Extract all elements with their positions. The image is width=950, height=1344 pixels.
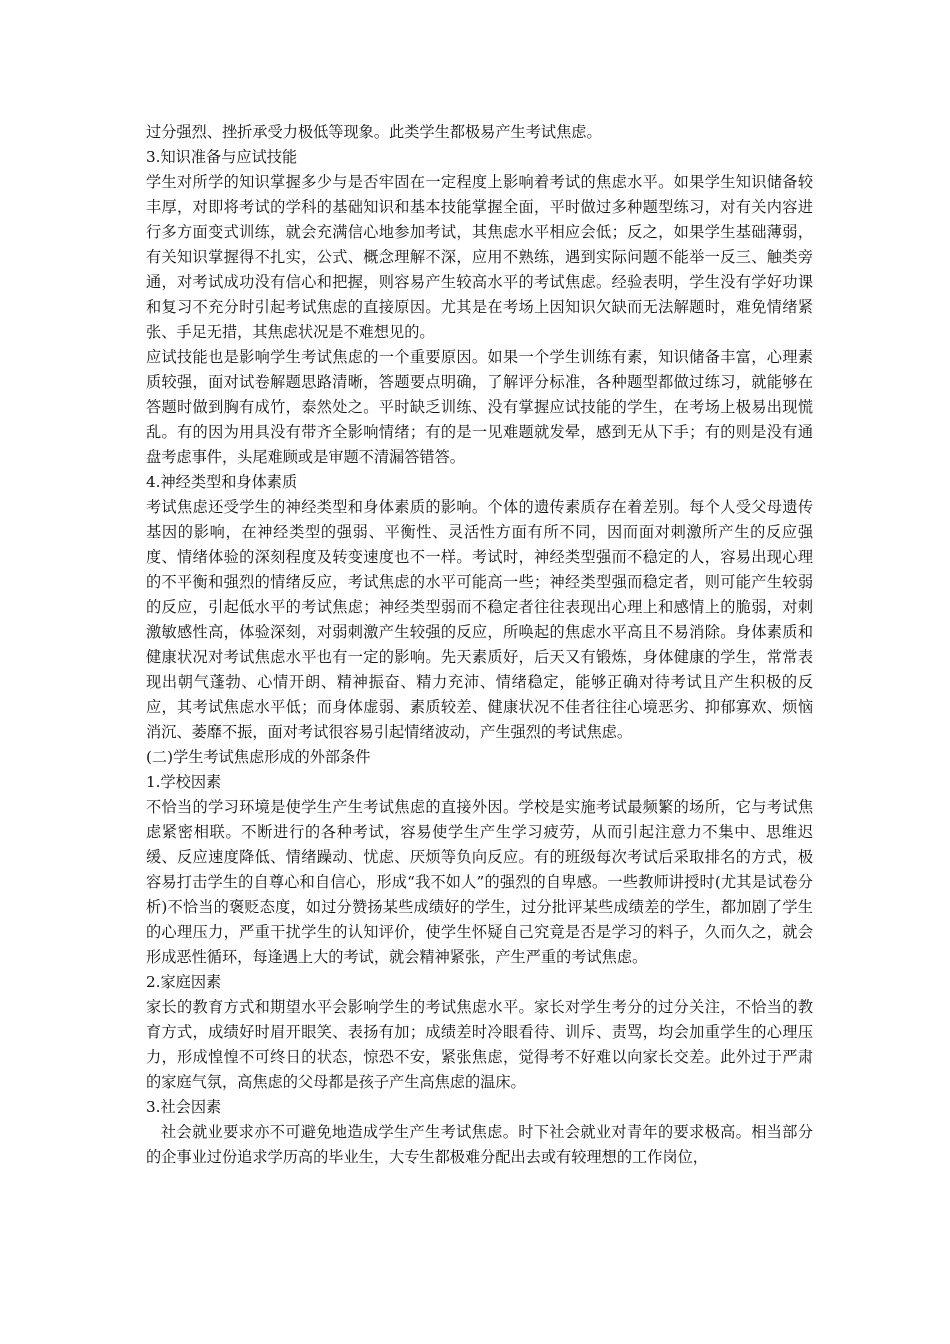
heading-external-conditions: (二)学生考试焦虑形成的外部条件: [146, 748, 371, 766]
heading-family-factors: 2.家庭因素: [146, 973, 222, 991]
heading-school-factors: 1.学校因素: [146, 773, 222, 791]
paragraph-exam-skills: 应试技能也是影响学生考试焦虑的一个重要原因。如果一个学生训练有素，知识储备丰富，心理素质较强，面对试卷解题思路清晰，答题要点明确，了解评分标准，各种题型都做过练习，就能够在答题时做到胸有成竹，泰然处之。平时缺乏训练、没有掌握应试技能的学生，在考场上极易出现慌乱。有的因为用具没有带齐全影响情绪；有的是一见难题就发晕，感到无从下手；有的则是没有通盘考虑事件，头尾难顾或是审题不清漏答错答。: [146, 348, 813, 466]
paragraph-pressure-overreaction: 过分强烈、挫折承受力极低等现象。此类学生都极易产生考试焦虑。: [146, 123, 602, 141]
heading-nerve-type: 4.神经类型和身体素质: [146, 473, 298, 491]
heading-knowledge-preparation: 3.知识准备与应试技能: [146, 148, 298, 166]
paragraph-nerve-and-physique: 考试焦虑还受学生的神经类型和身体素质的影响。个体的遗传素质存在着差别。每个人受父母遗传基因的影响，在神经类型的强弱、平衡性、灵活性方面有所不同，因而面对刺激所产生的反应强度、情绪体验的深刻程度及转变速度也不一样。考试时，神经类型强而不稳定的人，容易出现心理的不平衡和强烈的情绪反应，考试焦虑的水平可能高一些；神经类型强而稳定者，则可能产生较弱的反应，引起低水平的考试焦虑；神经类型弱而不稳定者往往表现出心理上和感情上的脆弱，对刺激敏感性高，体验深刻，对弱刺激产生较强的反应，所唤起的焦虑水平高且不易消除。身体素质和健康状况对考试焦虑水平也有一定的影响。先天素质好，后天又有锻炼，身体健康的学生，常常表现出朝气蓬勃、心情开朗、精神振奋、精力充沛、情绪稳定，能够正确对待考试且产生积极的反应，其考试焦虑水平低；而身体虚弱、素质较差、健康状况不佳者往往心境恶劣、抑郁寡欢、烦恼消沉、萎靡不振，面对考试很容易引起情绪波动，产生强烈的考试焦虑。: [146, 498, 813, 741]
heading-social-factors: 3.社会因素: [146, 1098, 222, 1116]
paragraph-family-factors: 家长的教育方式和期望水平会影响学生的考试焦虑水平。家长对学生考分的过分关注，不恰当的教育方式，成绩好时眉开眼笑、表扬有加；成绩差时冷眼看待、训斥、责骂，均会加重学生的心理压力，形成惶惶不可终日的状态，惊恐不安，紧张焦虑，觉得考不好难以向家长交差。此外过于严肃的家庭气氛，高焦虑的父母都是孩子产生高焦虑的温床。: [146, 998, 813, 1091]
paragraph-social-factors: 社会就业要求亦不可避免地造成学生产生考试焦虑。时下社会就业对青年的要求极高。相当部分的企事业过份追求学历高的毕业生，大专生都极难分配出去或有较理想的工作岗位，: [146, 1123, 813, 1166]
paragraph-school-factors: 不恰当的学习环境是使学生产生考试焦虑的直接外因。学校是实施考试最频繁的场所，它与考试焦虑紧密相联。不断进行的各种考试，容易使学生产生学习疲劳，从而引起注意力不集中、思维迟缓、反应速度降低、情绪躁动、忧虑、厌烦等负向反应。有的班级每次考试后采取排名的方式，极容易打击学生的自尊心和自信心，形成“我不如人”的强烈的自卑感。一些教师讲授时(尤其是试卷分析)不恰当的褒贬态度，如过分赞扬某些成绩好的学生，过分批评某些成绩差的学生，都加剧了学生的心理压力，严重干扰学生的认知评价，使学生怀疑自己究竟是否是学习的料子，久而久之，就会形成恶性循环，每逢遇上大的考试，就会精神紧张，产生严重的考试焦虑。: [146, 798, 813, 966]
document-page: [146, 120, 813, 1170]
paragraph-knowledge-mastery: 学生对所学的知识掌握多少与是否牢固在一定程度上影响着考试的焦虑水平。如果学生知识储备较丰厚，对即将考试的学科的基础知识和基本技能掌握全面，平时做过多种题型练习，对有关内容进行多方面变式训练，就会充满信心地参加考试，其焦虑水平相应会低；反之，如果学生基础薄弱，有关知识掌握得不扎实，公式、概念理解不深，应用不熟练，遇到实际问题不能举一反三、触类旁通，对考试成功没有信心和把握，则容易产生较高水平的考试焦虑。经验表明，学生没有学好功课和复习不充分时引起考试焦虑的直接原因。尤其是在考场上因知识欠缺而无法解题时，难免情绪紧张、手足无措，其焦虑状况是不难想见的。: [146, 173, 813, 341]
